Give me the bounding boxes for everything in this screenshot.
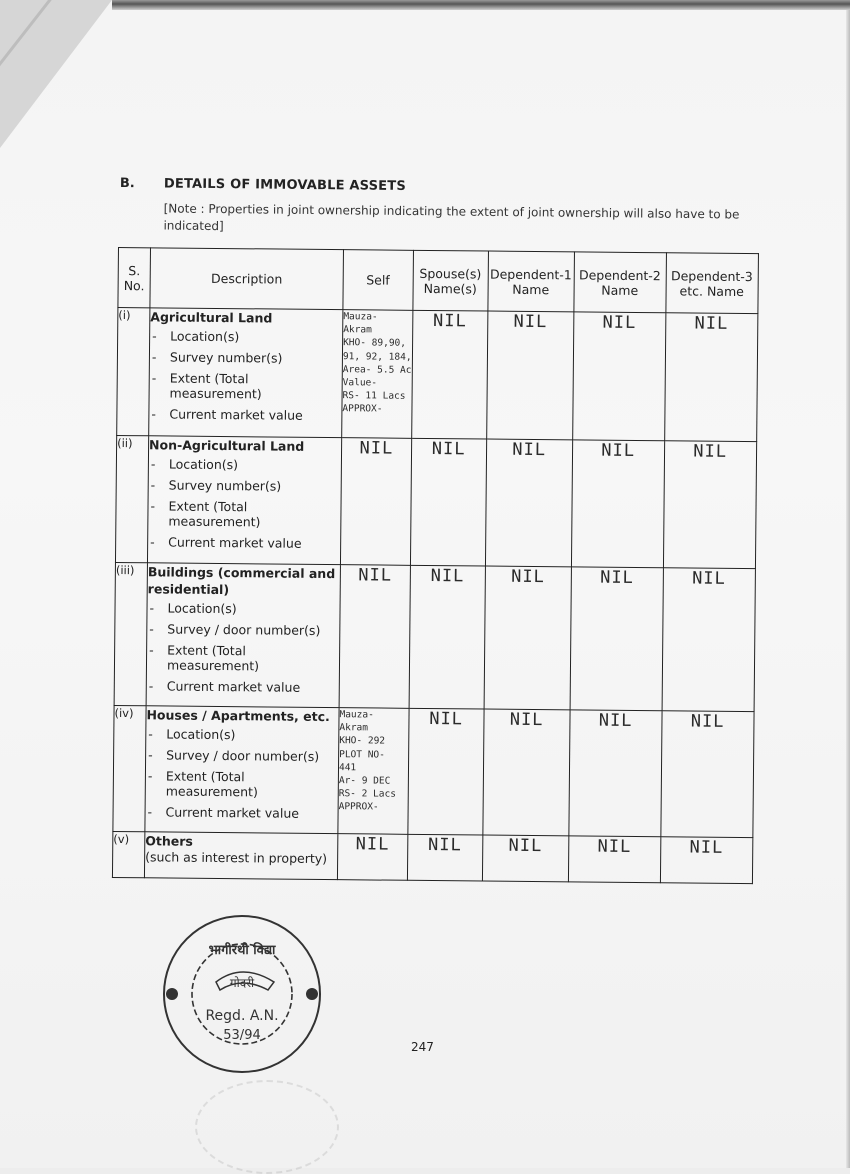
dependent-3-value: NIL (664, 313, 757, 442)
row-description (147, 436, 341, 565)
dependent-2-value: NIL (568, 836, 660, 883)
row-title: Agricultural Land (150, 309, 273, 326)
sub-item: - Location(s) (146, 726, 338, 743)
self-value: NIL (339, 565, 410, 709)
note-line: APPROX- (342, 403, 383, 415)
dependent-1-value: NIL (482, 835, 568, 882)
row-description (144, 832, 337, 880)
faint-stamp-impression (195, 1080, 339, 1174)
sub-item: - Location(s) (150, 328, 342, 345)
scan-right-edge (846, 10, 850, 1168)
row-description (146, 563, 340, 708)
row-sub-items (146, 726, 339, 821)
folded-corner (0, 0, 112, 148)
header-description: Description (150, 248, 344, 310)
spouse-value: NIL (411, 310, 487, 439)
section-note: [Note : Properties in joint ownership indicating the extent of joint ownership will also have to be indicated] (163, 201, 740, 234)
dependent-2-value: NIL (570, 567, 663, 711)
header-self: Self (343, 250, 413, 311)
dependent-1-value: NIL (483, 709, 570, 836)
row-sno: (iii) (114, 562, 147, 705)
sub-item: - Current market value (148, 534, 340, 551)
note-line: Value- (342, 377, 378, 389)
dependent-1-value: NIL (485, 439, 572, 567)
row-description (149, 308, 343, 438)
row-description (145, 706, 339, 834)
spouse-value: NIL (409, 565, 485, 709)
table-row (113, 705, 754, 837)
table-row (115, 435, 756, 568)
sub-item: - Extent (Total measurement) (148, 498, 340, 530)
sub-item: - Survey / door number(s) (147, 621, 339, 638)
dependent-3-value: NIL (660, 837, 752, 884)
note-line: 91, 92, 184, (342, 350, 412, 363)
immovable-assets-table (112, 247, 759, 884)
note-line: KHO- 89,90, (343, 337, 407, 350)
table-header-row (118, 248, 758, 314)
row-title: Non-Agricultural Land (149, 437, 305, 454)
row-sno: (v) (112, 831, 144, 877)
note-line: APPROX- (338, 801, 379, 813)
note-line: Area- 5.5 Ac (342, 363, 412, 376)
section-header (119, 176, 780, 234)
header-dependent-3: Dependent-3 etc. Name (666, 253, 759, 314)
seal-number: 53/94 (223, 1028, 261, 1043)
note-line: Akram (339, 722, 369, 734)
spouse-value: NIL (408, 708, 484, 835)
dependent-3-value: NIL (661, 711, 754, 838)
header-sno: S. No. (118, 248, 151, 308)
sub-item: - Survey number(s) (150, 349, 342, 366)
page-number: 247 (411, 1040, 434, 1054)
scan-top-edge (112, 0, 850, 10)
sub-item: - Extent (Total measurement) (147, 642, 339, 674)
note-line: PLOT NO- (339, 748, 385, 761)
section-title: DETAILS OF IMMOVABLE ASSETS (163, 176, 407, 194)
spouse-value: NIL (407, 834, 482, 881)
sub-item: - Location(s) (149, 456, 341, 473)
row-title: Buildings (commercial and residential) (147, 564, 336, 598)
header-dependent-1: Dependent-1 Name (488, 251, 575, 312)
self-value: NIL (337, 834, 407, 881)
sub-item: - Extent (Total measurement) (150, 370, 342, 402)
row-title: Houses / Apartments, etc. (146, 707, 330, 725)
sub-item: - Survey / door number(s) (146, 747, 338, 764)
note-line: KHO- 292 (339, 735, 386, 747)
sub-item: - Survey number(s) (149, 477, 341, 494)
sub-item: - Current market value (147, 678, 339, 695)
row-subtitle: (such as interest in property) (145, 849, 328, 867)
header-spouse: Spouse(s) Name(s) (413, 250, 489, 311)
header-dependent-2: Dependent-2 Name (574, 252, 667, 313)
row-sub-items (147, 600, 340, 695)
note-line: 441 (338, 761, 357, 774)
self-value: NIL (340, 438, 411, 566)
dependent-2-value: NIL (569, 710, 662, 837)
dependent-2-value: NIL (571, 440, 664, 568)
sub-item: - Current market value (146, 804, 338, 821)
official-seal-stamp (158, 910, 326, 1078)
row-sub-items (149, 328, 342, 423)
row-title: Others (145, 833, 193, 849)
dependent-3-value: NIL (662, 568, 755, 712)
note-line: Akram (343, 324, 372, 336)
table-row (112, 831, 752, 883)
section-letter: B. (119, 176, 135, 192)
dependent-1-value: NIL (486, 311, 573, 440)
dependent-1-value: NIL (484, 566, 571, 710)
sub-item: - Location(s) (147, 600, 339, 617)
note-line: Ar- 9 DEC (338, 775, 391, 787)
row-sno: (iv) (113, 705, 146, 831)
dependent-2-value: NIL (572, 312, 665, 441)
row-sno: (ii) (115, 435, 148, 562)
sub-item: - Current market value (149, 406, 341, 423)
seal-hindi-text: भागीरथी विद्या (208, 943, 276, 958)
seal-rings-icon (158, 910, 326, 1078)
row-sno: (i) (117, 308, 150, 436)
note-line: Mauza- (343, 311, 378, 323)
note-line: RS- 2 Lacs (338, 788, 397, 800)
seal-regd: Regd. A.N. (205, 1008, 279, 1024)
self-handwritten-notes (338, 708, 409, 835)
seal-hindi-mid: गोदरी (229, 976, 255, 990)
sub-item: - Extent (Total measurement) (146, 768, 338, 800)
spouse-value: NIL (410, 438, 486, 566)
dependent-3-value: NIL (663, 441, 756, 569)
self-handwritten-notes (342, 310, 413, 439)
immovable-assets-table-wrapper (112, 247, 759, 884)
row-sub-items (148, 456, 341, 551)
note-line: Mauza- (339, 709, 374, 721)
note-line: RS- 11 Lacs (342, 390, 406, 402)
table-row (114, 562, 755, 711)
table-row (117, 308, 758, 442)
